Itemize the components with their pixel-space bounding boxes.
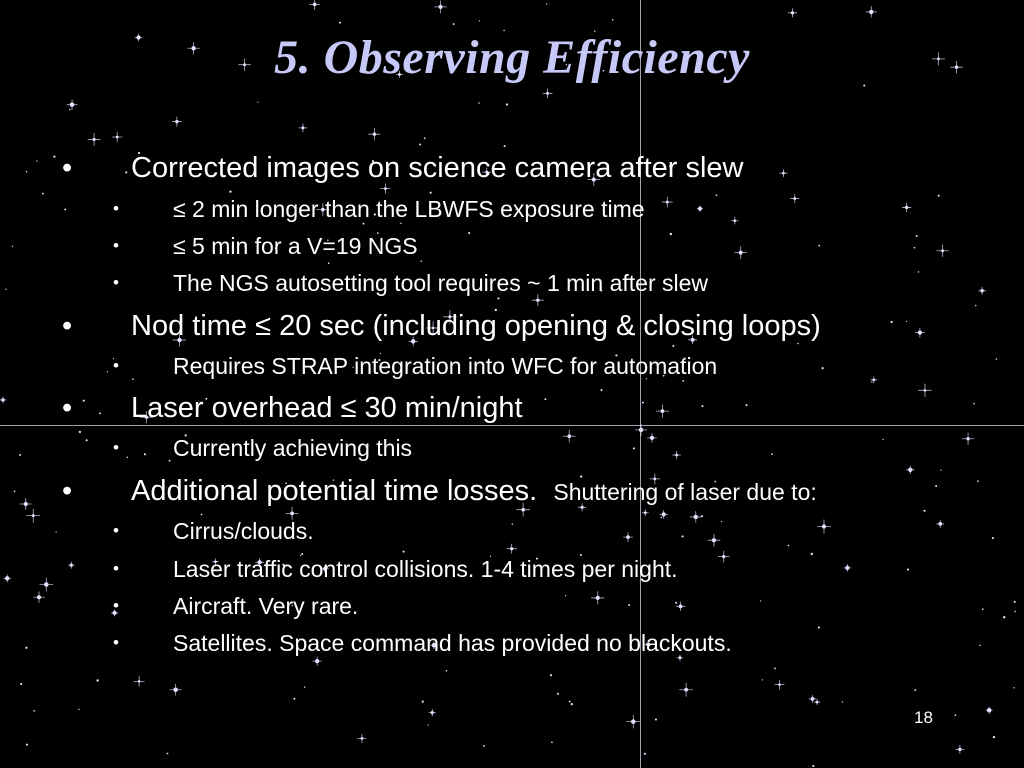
bullet-text-group bbox=[131, 475, 817, 508]
bullet-dot-icon: • bbox=[62, 475, 73, 507]
bullet-dot-icon: • bbox=[113, 596, 119, 615]
bullet-dot-icon: • bbox=[113, 438, 119, 457]
bullet-dot-icon: • bbox=[62, 152, 73, 184]
bullet-text: Laser overhead ≤ 30 min/night bbox=[131, 392, 523, 424]
sub-bullet-text: The NGS autosetting tool requires ~ 1 min after slew bbox=[173, 270, 709, 296]
bullet-dot-icon: • bbox=[113, 559, 119, 578]
bullet-dot-icon: • bbox=[62, 392, 73, 424]
sub-bullet-text: Satellites. Space command has provided no blackouts. bbox=[173, 630, 732, 656]
bullet-dot-icon: • bbox=[113, 199, 119, 218]
sub-bullet-text: Requires STRAP integration into WFC for automation bbox=[173, 353, 718, 379]
bullet-dot-icon: • bbox=[113, 633, 119, 652]
sub-bullet-text: Aircraft. Very rare. bbox=[173, 593, 359, 619]
sub-bullet-text: ≤ 2 min longer than the LBWFS exposure time bbox=[173, 196, 645, 222]
sub-bullet-text: ≤ 5 min for a V=19 NGS bbox=[173, 233, 418, 259]
sub-bullet-text: Cirrus/clouds. bbox=[173, 518, 314, 544]
bullet-dot-icon: • bbox=[113, 356, 119, 375]
bullet-dot-icon: • bbox=[113, 521, 119, 540]
sub-bullet-text: Currently achieving this bbox=[173, 435, 413, 461]
bullet-text: Nod time ≤ 20 sec (including opening & closing loops) bbox=[131, 310, 821, 342]
bullet-dot-icon: • bbox=[62, 310, 73, 342]
bullet-dot-icon: • bbox=[113, 273, 119, 292]
slide-title: 5. Observing Efficiency bbox=[274, 31, 750, 84]
sub-bullet-text: Laser traffic control collisions. 1-4 times per night. bbox=[173, 556, 678, 582]
bullet-dot-icon: • bbox=[113, 236, 119, 255]
page-number: 18 bbox=[914, 708, 933, 727]
bullet-text: Corrected images on science camera after slew bbox=[131, 152, 744, 184]
bullet-text-suffix: Shuttering of laser due to: bbox=[553, 479, 817, 505]
bullet-text: Additional potential time losses. bbox=[131, 475, 538, 507]
